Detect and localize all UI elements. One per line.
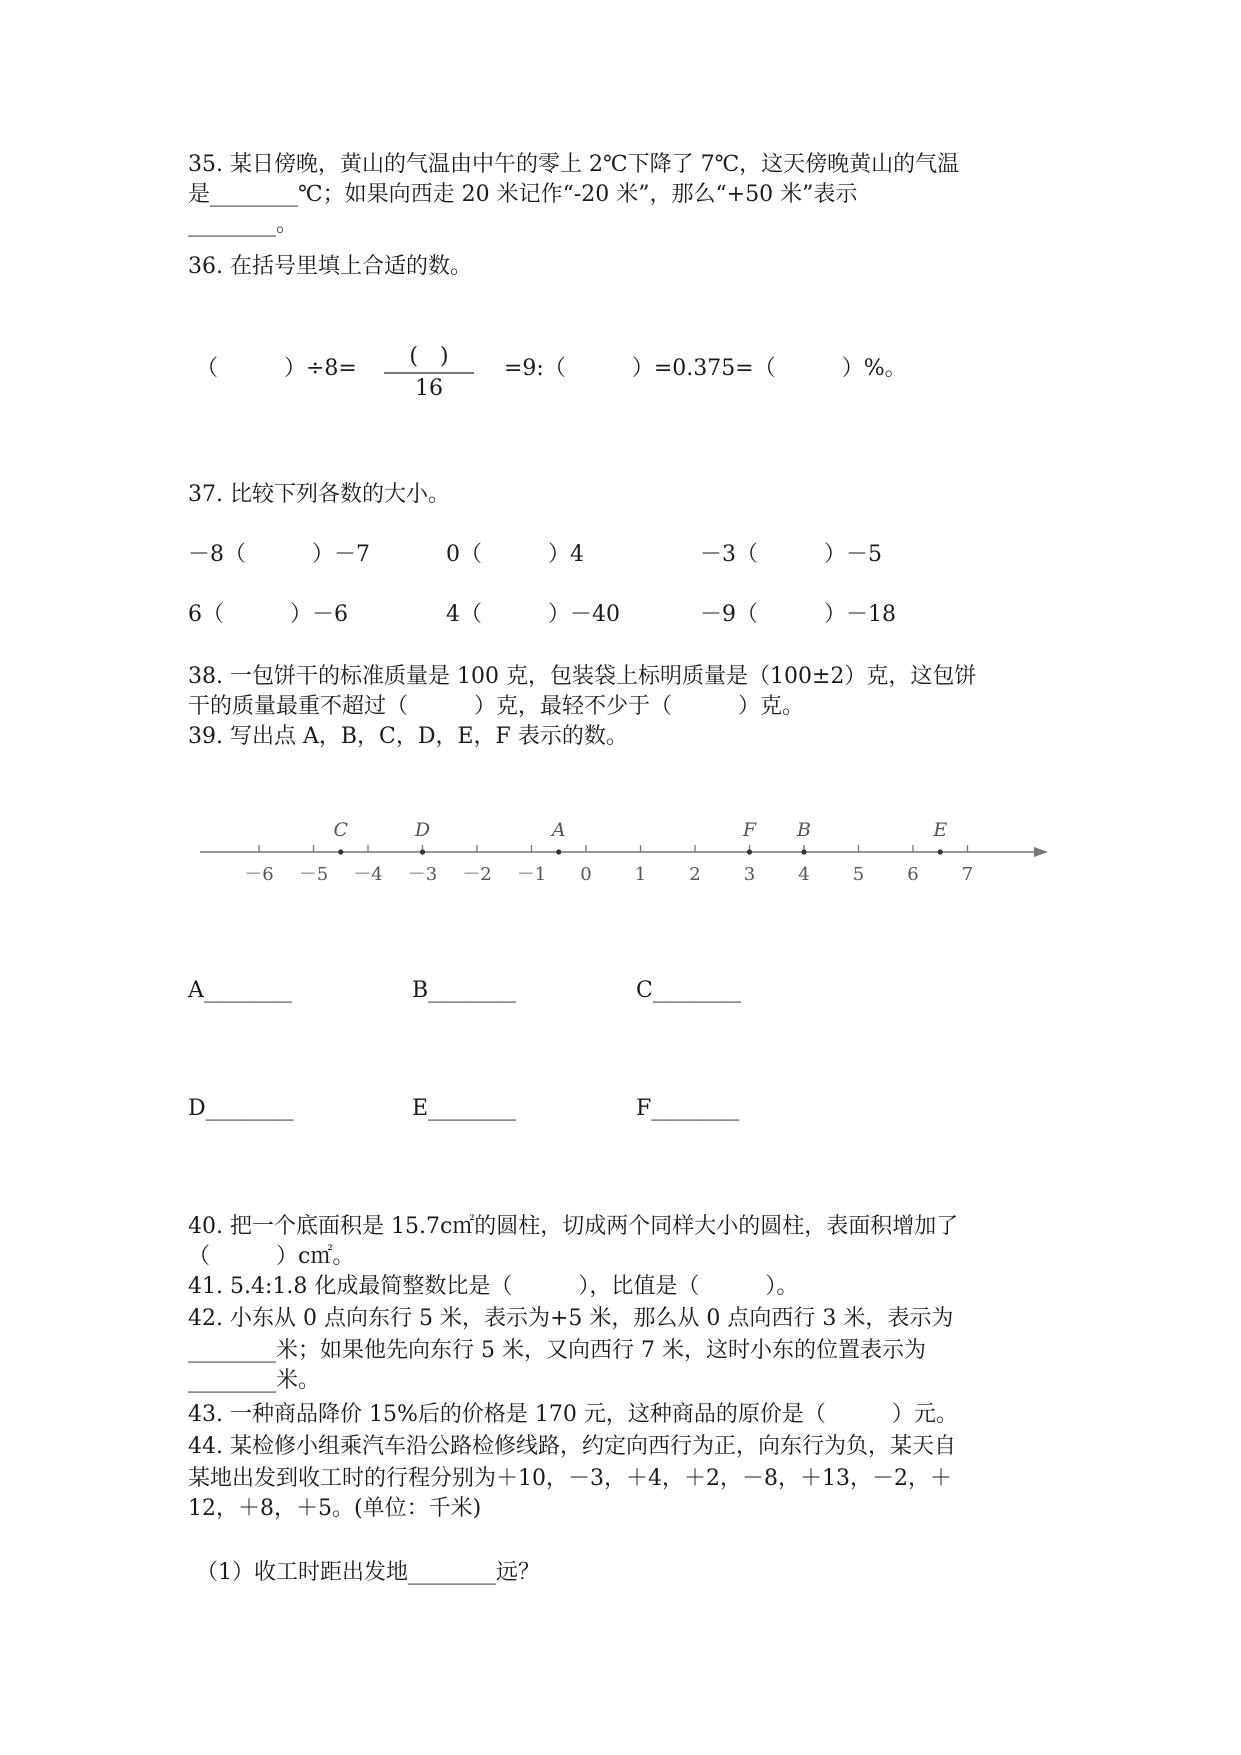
q39-title: 39. 写出点 A，B，C，D，E，F 表示的数。 bbox=[188, 724, 628, 749]
number-line-tick-label: 1 bbox=[634, 864, 647, 885]
q38-line2: 干的质量最重不超过（ ）克，最轻不少于（ ）克。 bbox=[188, 694, 805, 719]
q37-item: 6（ ）－6 bbox=[188, 602, 348, 627]
number-line-point-E bbox=[938, 849, 943, 854]
number-line-point-label-C: C bbox=[333, 819, 349, 841]
q35-line2: 是________℃；如果向西走 20 米记作“-20 米”，那么“+50 米”表示 bbox=[188, 182, 858, 207]
q36-expr-right: =9:（ ）=0.375=（ ）%。 bbox=[504, 356, 907, 381]
q42-line3: ________米。 bbox=[188, 1368, 321, 1393]
number-line-arrow bbox=[1034, 847, 1048, 857]
number-line-point-label-D: D bbox=[414, 819, 431, 841]
q44-sub1: （1）收工时距出发地________远？ bbox=[196, 1560, 540, 1585]
q39-answer-F: F________ bbox=[636, 1096, 740, 1121]
number-line-tick-label: 4 bbox=[798, 864, 810, 885]
q39-answer-C: C________ bbox=[636, 978, 741, 1003]
number-line-point-D bbox=[420, 849, 425, 854]
q36-title: 36. 在括号里填上合适的数。 bbox=[188, 254, 472, 279]
q37-item: －9（ ）－18 bbox=[700, 602, 896, 627]
q39-answer-D: D________ bbox=[188, 1096, 294, 1121]
number-line-tick-label: 2 bbox=[689, 864, 701, 885]
q39-answer-A: A________ bbox=[188, 978, 292, 1003]
q37-item: －8（ ）－7 bbox=[188, 542, 370, 567]
q44-line3: 12，＋8，＋5。(单位：千米) bbox=[188, 1496, 482, 1521]
number-line-point-label-A: A bbox=[551, 819, 566, 841]
q40-line2: （ ）c㎡。 bbox=[188, 1244, 355, 1269]
number-line-tick-label: 3 bbox=[743, 864, 756, 885]
q35-line3: ________。 bbox=[188, 212, 299, 237]
number-line-point-label-F: F bbox=[742, 819, 757, 841]
q41-line1: 41. 5.4:1.8 化成最简整数比是（ ），比值是（ ）。 bbox=[188, 1274, 799, 1299]
q42-line2: ________米；如果他先向东行 5 米，又向西行 7 米，这时小东的位置表示为 bbox=[188, 1338, 926, 1363]
number-line-point-label-B: B bbox=[797, 819, 811, 841]
q38-line1: 38. 一包饼干的标准质量是 100 克，包装袋上标明质量是（100±2）克，这包饼 bbox=[188, 664, 977, 689]
q43-line1: 43. 一种商品降价 15%后的价格是 170 元，这种商品的原价是（ ）元。 bbox=[188, 1402, 958, 1427]
number-line-tick-label: 5 bbox=[852, 864, 865, 885]
number-line-tick-label: 7 bbox=[961, 864, 974, 885]
q37-item: 0（ ）4 bbox=[446, 542, 584, 567]
number-line-point-F bbox=[747, 849, 752, 854]
number-line-point-A bbox=[556, 849, 561, 854]
q37-item: 4（ ）－40 bbox=[446, 602, 620, 627]
q36-expr-left: （ ）÷8= bbox=[196, 356, 357, 381]
q36-fraction-denominator: 16 bbox=[415, 375, 443, 401]
number-line-tick-label: －4 bbox=[353, 864, 383, 885]
number-line-point-B bbox=[801, 849, 806, 854]
number-line-tick-label: －6 bbox=[244, 864, 274, 885]
number-line-point-label-E: E bbox=[933, 819, 948, 841]
number-line-figure bbox=[190, 810, 1060, 910]
number-line-tick-label: 0 bbox=[580, 864, 592, 885]
q37-item: －3（ ）－5 bbox=[700, 542, 882, 567]
number-line-point-C bbox=[338, 849, 343, 854]
number-line-tick-label: －5 bbox=[298, 864, 329, 885]
q37-title: 37. 比较下列各数的大小。 bbox=[188, 482, 450, 507]
q40-line1: 40. 把一个底面积是 15.7c㎡的圆柱，切成两个同样大小的圆柱，表面积增加了 bbox=[188, 1214, 959, 1239]
q39-answer-E: E________ bbox=[412, 1096, 517, 1121]
number-line-tick-label: －2 bbox=[462, 864, 492, 885]
q39-answer-B: B________ bbox=[412, 978, 517, 1003]
number-line-tick-label: －1 bbox=[516, 864, 547, 885]
number-line-tick-label: －3 bbox=[407, 864, 438, 885]
number-line-tick-label: 6 bbox=[907, 864, 919, 885]
q36-fraction bbox=[384, 344, 474, 402]
q36-fraction-bar bbox=[384, 372, 474, 374]
q42-line1: 42. 小东从 0 点向东行 5 米，表示为+5 米，那么从 0 点向西行 3 米，表示为 bbox=[188, 1306, 954, 1331]
q44-line2: 某地出发到收工时的行程分别为＋10，－3，＋4，＋2，－8，＋13，－2，＋ bbox=[188, 1466, 952, 1491]
q36-fraction-numerator: ( ) bbox=[409, 344, 449, 369]
q35-line1: 35. 某日傍晚，黄山的气温由中午的零上 2℃下降了 7℃，这天傍晚黄山的气温 bbox=[188, 152, 960, 177]
q44-line1: 44. 某检修小组乘汽车沿公路检修线路，约定向西行为正，向东行为负，某天自 bbox=[188, 1434, 956, 1459]
